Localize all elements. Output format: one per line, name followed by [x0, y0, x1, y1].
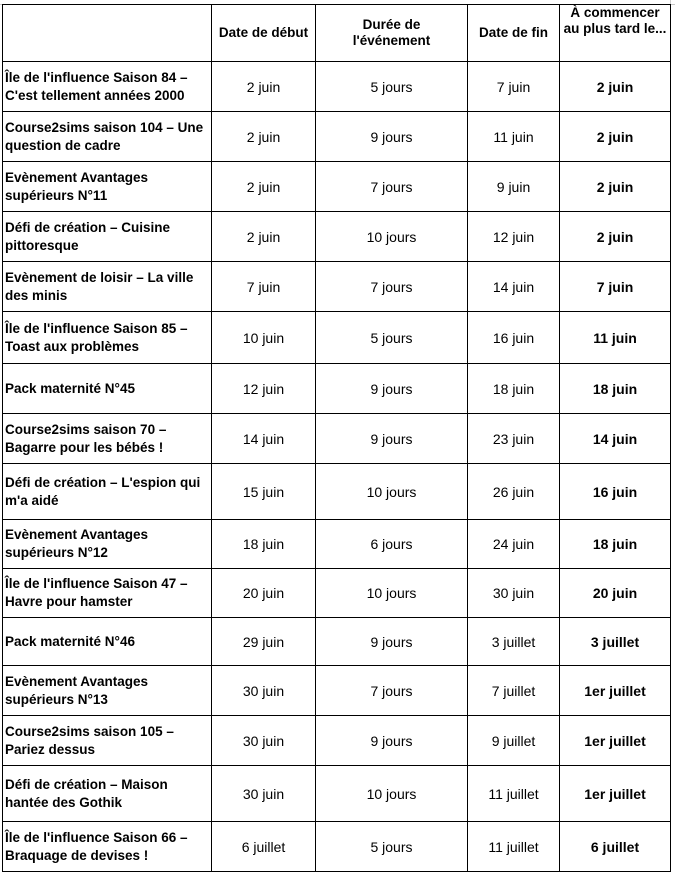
event-name-cell: Île de l'influence Saison 66 – Braquage de devises ! — [3, 822, 212, 872]
duration-cell: 5 jours — [316, 312, 468, 364]
start-date-cell: 7 juin — [212, 262, 316, 312]
end-date-cell: 11 juillet — [468, 766, 560, 822]
end-date-cell: 23 juin — [468, 414, 560, 464]
end-date-cell: 26 juin — [468, 464, 560, 520]
table-row — [3, 766, 671, 822]
start-date-cell: 20 juin — [212, 569, 316, 618]
event-name-cell: Île de l'influence Saison 84 – C'est tellement années 2000 — [3, 62, 212, 112]
event-schedule-table — [2, 4, 671, 872]
end-date-cell: 11 juillet — [468, 822, 560, 872]
duration-cell: 10 jours — [316, 569, 468, 618]
header-latest-start — [560, 5, 671, 62]
event-name-cell: Pack maternité N°46 — [3, 618, 212, 666]
latest-start-cell: 18 juin — [560, 364, 671, 414]
duration-cell: 7 jours — [316, 262, 468, 312]
header-duration — [316, 5, 468, 62]
latest-start-cell: 2 juin — [560, 212, 671, 262]
start-date-cell: 29 juin — [212, 618, 316, 666]
event-name-cell: Défi de création – L'espion qui m'a aidé — [3, 464, 212, 520]
end-date-cell: 11 juin — [468, 112, 560, 162]
start-date-cell: 2 juin — [212, 62, 316, 112]
latest-start-cell: 7 juin — [560, 262, 671, 312]
duration-cell: 7 jours — [316, 666, 468, 716]
table-row — [3, 312, 671, 364]
latest-start-cell: 2 juin — [560, 112, 671, 162]
latest-start-cell: 11 juin — [560, 312, 671, 364]
latest-start-cell: 2 juin — [560, 162, 671, 212]
table-row — [3, 414, 671, 464]
event-name-cell: Evènement de loisir – La ville des minis — [3, 262, 212, 312]
header-latest-start-label: À commencer au plus tard le... — [563, 5, 667, 36]
end-date-cell: 12 juin — [468, 212, 560, 262]
event-name-cell: Course2sims saison 105 – Pariez dessus — [3, 716, 212, 766]
start-date-cell: 30 juin — [212, 716, 316, 766]
start-date-cell: 12 juin — [212, 364, 316, 414]
header-start-date: Date de début — [212, 5, 316, 62]
latest-start-cell: 18 juin — [560, 520, 671, 569]
duration-cell: 9 jours — [316, 414, 468, 464]
duration-cell: 9 jours — [316, 112, 468, 162]
duration-cell: 7 jours — [316, 162, 468, 212]
latest-start-cell: 16 juin — [560, 464, 671, 520]
start-date-cell: 18 juin — [212, 520, 316, 569]
table-body — [3, 62, 671, 872]
table-row — [3, 464, 671, 520]
header-empty-cell — [3, 5, 212, 62]
table-row — [3, 62, 671, 112]
end-date-cell: 9 juin — [468, 162, 560, 212]
latest-start-cell: 20 juin — [560, 569, 671, 618]
table-row — [3, 112, 671, 162]
event-name-cell: Défi de création – Maison hantée des Gothik — [3, 766, 212, 822]
start-date-cell: 10 juin — [212, 312, 316, 364]
end-date-cell: 7 juillet — [468, 666, 560, 716]
table-row — [3, 666, 671, 716]
start-date-cell: 15 juin — [212, 464, 316, 520]
end-date-cell: 24 juin — [468, 520, 560, 569]
start-date-cell: 30 juin — [212, 766, 316, 822]
table-row — [3, 162, 671, 212]
latest-start-cell: 3 juillet — [560, 618, 671, 666]
latest-start-cell: 14 juin — [560, 414, 671, 464]
event-name-cell: Pack maternité N°45 — [3, 364, 212, 414]
start-date-cell: 2 juin — [212, 212, 316, 262]
end-date-cell: 16 juin — [468, 312, 560, 364]
duration-cell: 10 jours — [316, 766, 468, 822]
duration-cell: 5 jours — [316, 822, 468, 872]
start-date-cell: 14 juin — [212, 414, 316, 464]
table-row — [3, 364, 671, 414]
start-date-cell: 30 juin — [212, 666, 316, 716]
event-name-cell: Course2sims saison 70 – Bagarre pour les bébés ! — [3, 414, 212, 464]
table-row — [3, 520, 671, 569]
end-date-cell: 7 juin — [468, 62, 560, 112]
end-date-cell: 9 juillet — [468, 716, 560, 766]
end-date-cell: 18 juin — [468, 364, 560, 414]
header-duration-label: Durée de l'événement — [352, 17, 431, 48]
duration-cell: 9 jours — [316, 716, 468, 766]
latest-start-cell: 1er juillet — [560, 766, 671, 822]
event-name-cell: Course2sims saison 104 – Une question de cadre — [3, 112, 212, 162]
start-date-cell: 6 juillet — [212, 822, 316, 872]
table-row — [3, 212, 671, 262]
end-date-cell: 14 juin — [468, 262, 560, 312]
duration-cell: 10 jours — [316, 464, 468, 520]
duration-cell: 9 jours — [316, 364, 468, 414]
end-date-cell: 3 juillet — [468, 618, 560, 666]
end-date-cell: 30 juin — [468, 569, 560, 618]
latest-start-cell: 1er juillet — [560, 666, 671, 716]
table-row — [3, 262, 671, 312]
event-name-cell: Evènement Avantages supérieurs N°12 — [3, 520, 212, 569]
start-date-cell: 2 juin — [212, 112, 316, 162]
event-name-cell: Evènement Avantages supérieurs N°13 — [3, 666, 212, 716]
duration-cell: 6 jours — [316, 520, 468, 569]
table-row — [3, 569, 671, 618]
event-name-cell: Île de l'influence Saison 47 – Havre pour hamster — [3, 569, 212, 618]
latest-start-cell: 6 juillet — [560, 822, 671, 872]
duration-cell: 5 jours — [316, 62, 468, 112]
latest-start-cell: 1er juillet — [560, 716, 671, 766]
duration-cell: 9 jours — [316, 618, 468, 666]
event-name-cell: Défi de création – Cuisine pittoresque — [3, 212, 212, 262]
table-row — [3, 716, 671, 766]
event-name-cell: Evènement Avantages supérieurs N°11 — [3, 162, 212, 212]
header-end-date: Date de fin — [468, 5, 560, 62]
duration-cell: 10 jours — [316, 212, 468, 262]
start-date-cell: 2 juin — [212, 162, 316, 212]
event-name-cell: Île de l'influence Saison 85 – Toast aux problèmes — [3, 312, 212, 364]
table-row — [3, 822, 671, 872]
header-row — [3, 5, 671, 62]
table-row — [3, 618, 671, 666]
latest-start-cell: 2 juin — [560, 62, 671, 112]
